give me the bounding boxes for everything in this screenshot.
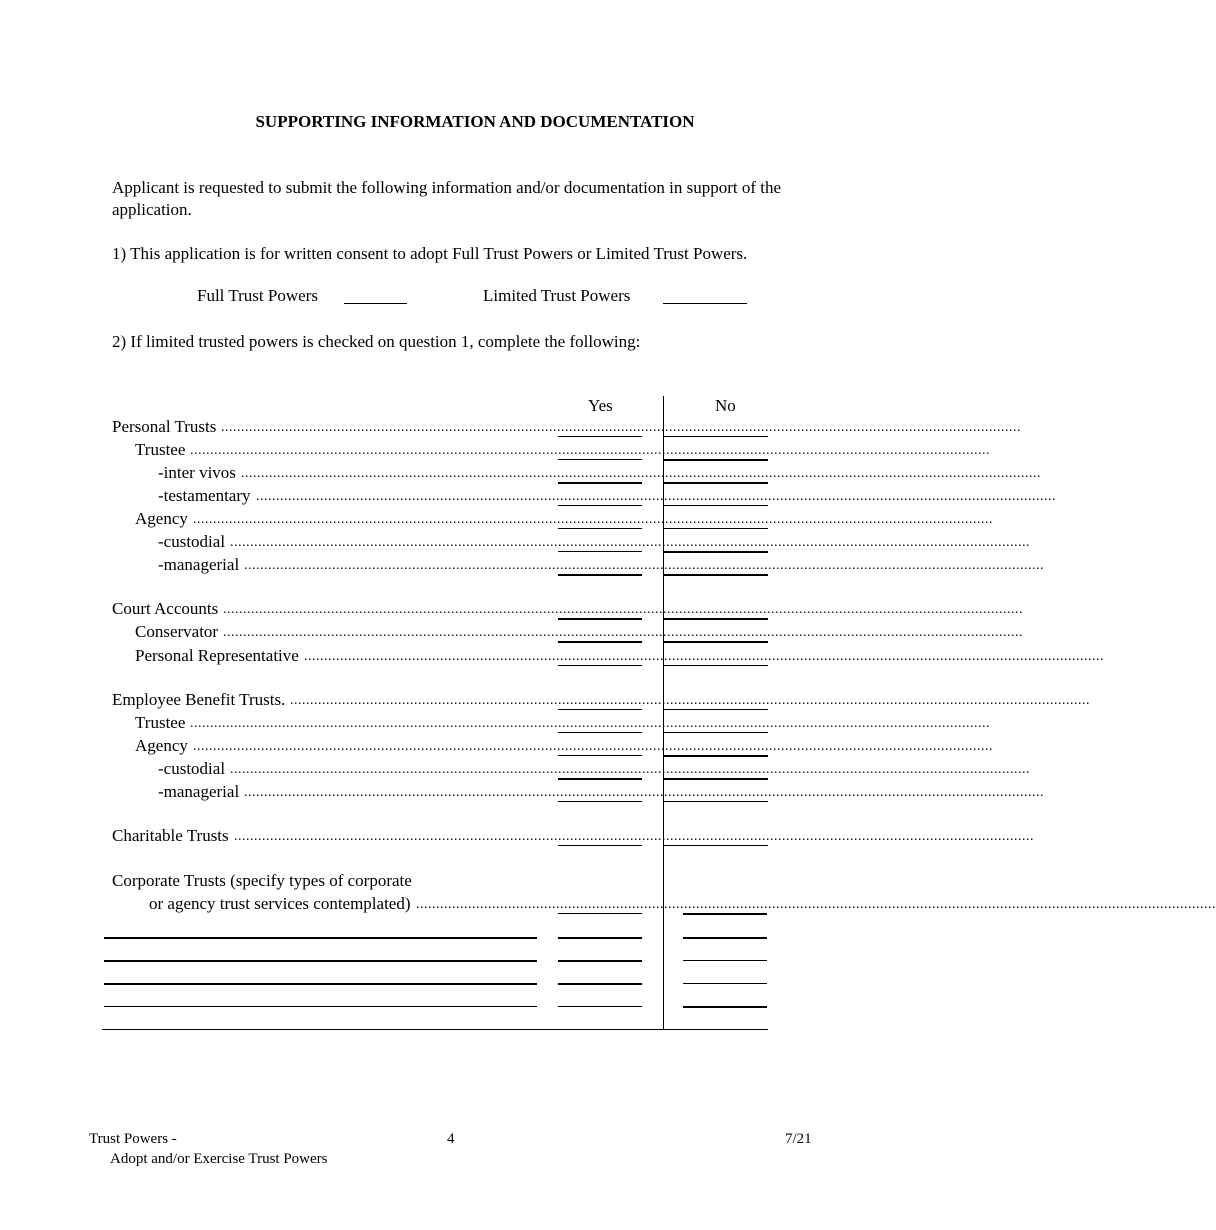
yes-answer-blank[interactable]: [558, 845, 642, 846]
no-answer-blank[interactable]: [663, 778, 768, 780]
row-label: or agency trust services contemplated): [149, 894, 411, 913]
dot-leader: ........................................................................................................................................................................................................: [223, 625, 1023, 640]
footer-form-name: Trust Powers -: [89, 1131, 177, 1147]
yes-answer-blank[interactable]: [558, 801, 642, 802]
no-answer-blank[interactable]: [663, 845, 768, 846]
no-answer-blank[interactable]: [683, 1006, 767, 1008]
yes-answer-blank[interactable]: [558, 436, 642, 437]
yes-answer-blank[interactable]: [558, 641, 642, 643]
dot-leader: ........................................................................................................................................................................................................: [256, 489, 1056, 504]
write-in-service-blank[interactable]: [104, 983, 537, 985]
page-number: 4: [447, 1131, 455, 1147]
write-in-service-blank[interactable]: [104, 1006, 537, 1007]
yes-answer-blank[interactable]: [558, 551, 642, 552]
row-label: -managerial: [158, 782, 240, 801]
yes-answer-blank[interactable]: [558, 937, 642, 939]
yes-answer-blank[interactable]: [558, 983, 642, 985]
full-trust-powers-label: Full Trust Powers: [197, 286, 318, 305]
intro-paragraph: Applicant is requested to submit the following information and/or documentation in support of the application.: [112, 178, 782, 219]
no-answer-blank[interactable]: [663, 732, 768, 733]
row-label: Conservator: [135, 622, 219, 641]
yes-answer-blank[interactable]: [558, 665, 642, 666]
yes-answer-blank[interactable]: [558, 1006, 642, 1007]
row-label: Personal Trusts: [112, 417, 217, 436]
yes-answer-blank[interactable]: [558, 709, 642, 710]
row-label: -testamentary: [158, 486, 251, 505]
no-answer-blank[interactable]: [663, 551, 768, 553]
no-answer-blank[interactable]: [663, 618, 768, 620]
row-label: -managerial: [158, 555, 240, 574]
dot-leader: ........................................................................................................................................................................................................: [416, 897, 1216, 912]
no-answer-blank[interactable]: [663, 665, 768, 666]
row-label: Trustee: [135, 440, 186, 459]
yes-answer-blank[interactable]: [558, 618, 642, 620]
yes-answer-blank[interactable]: [558, 574, 642, 576]
dot-leader: ........................................................................................................................................................................................................: [230, 535, 1030, 550]
dot-leader: ........................................................................................................................................................................................................: [304, 649, 1104, 664]
full-trust-powers-blank[interactable]: [344, 303, 407, 304]
row-label: Personal Representative: [135, 646, 299, 665]
dot-leader: ........................................................................................................................................................................................................: [290, 693, 1090, 708]
row-label: -custodial: [158, 532, 226, 551]
table-bottom-rule: [102, 1029, 768, 1030]
write-in-service-blank[interactable]: [104, 960, 537, 962]
row-label: Employee Benefit Trusts.: [112, 690, 286, 709]
no-answer-blank[interactable]: [663, 755, 768, 757]
no-answer-blank[interactable]: [663, 709, 768, 710]
no-answer-blank[interactable]: [663, 528, 768, 529]
yes-answer-blank[interactable]: [558, 755, 642, 756]
no-answer-blank[interactable]: [683, 913, 767, 915]
no-answer-blank[interactable]: [663, 436, 768, 437]
no-answer-blank[interactable]: [663, 574, 768, 576]
row-label: Trustee: [135, 713, 186, 732]
question-2: 2) If limited trusted powers is checked on question 1, complete the following:: [112, 332, 641, 351]
limited-trust-powers-blank[interactable]: [663, 303, 747, 304]
dot-leader: ........................................................................................................................................................................................................: [241, 466, 1041, 481]
no-answer-blank[interactable]: [663, 801, 768, 802]
row-label: Court Accounts: [112, 599, 219, 618]
yes-answer-blank[interactable]: [558, 528, 642, 529]
yes-answer-blank[interactable]: [558, 732, 642, 733]
yes-answer-blank[interactable]: [558, 459, 642, 460]
footer-form-subtitle: Adopt and/or Exercise Trust Powers: [110, 1151, 328, 1167]
no-answer-blank[interactable]: [683, 937, 767, 939]
no-answer-blank[interactable]: [663, 505, 768, 506]
question-1: 1) This application is for written consent to adopt Full Trust Powers or Limited Trust Powers.: [112, 244, 748, 263]
row-label: Corporate Trusts (specify types of corporate: [112, 871, 412, 890]
dot-leader: ........................................................................................................................................................................................................: [190, 716, 990, 731]
no-answer-blank[interactable]: [663, 459, 768, 461]
no-answer-blank[interactable]: [683, 983, 767, 984]
yes-column-header: Yes: [588, 396, 613, 415]
yes-answer-blank[interactable]: [558, 913, 642, 914]
row-label: -inter vivos: [158, 463, 236, 482]
yes-answer-blank[interactable]: [558, 960, 642, 962]
yes-answer-blank[interactable]: [558, 778, 642, 780]
dot-leader: ........................................................................................................................................................................................................: [193, 512, 993, 527]
yes-answer-blank[interactable]: [558, 505, 642, 506]
no-answer-blank[interactable]: [683, 960, 767, 961]
row-label: Charitable Trusts: [112, 826, 229, 845]
dot-leader: ........................................................................................................................................................................................................: [230, 762, 1030, 777]
dot-leader: ........................................................................................................................................................................................................: [234, 829, 1034, 844]
row-label: Agency: [135, 736, 188, 755]
dot-leader: ........................................................................................................................................................................................................: [244, 785, 1044, 800]
no-answer-blank[interactable]: [663, 641, 768, 643]
limited-trust-powers-label: Limited Trust Powers: [483, 286, 631, 305]
page-title: SUPPORTING INFORMATION AND DOCUMENTATION: [255, 112, 695, 131]
dot-leader: ........................................................................................................................................................................................................: [193, 739, 993, 754]
dot-leader: ........................................................................................................................................................................................................: [221, 420, 1021, 435]
row-label: Agency: [135, 509, 188, 528]
no-answer-blank[interactable]: [663, 482, 768, 484]
no-column-header: No: [715, 396, 736, 415]
row-label: -custodial: [158, 759, 226, 778]
dot-leader: ........................................................................................................................................................................................................: [190, 443, 990, 458]
dot-leader: ........................................................................................................................................................................................................: [244, 558, 1044, 573]
yes-answer-blank[interactable]: [558, 482, 642, 484]
dot-leader: ........................................................................................................................................................................................................: [223, 602, 1023, 617]
revision-date: 7/21: [785, 1131, 812, 1147]
write-in-service-blank[interactable]: [104, 937, 537, 939]
